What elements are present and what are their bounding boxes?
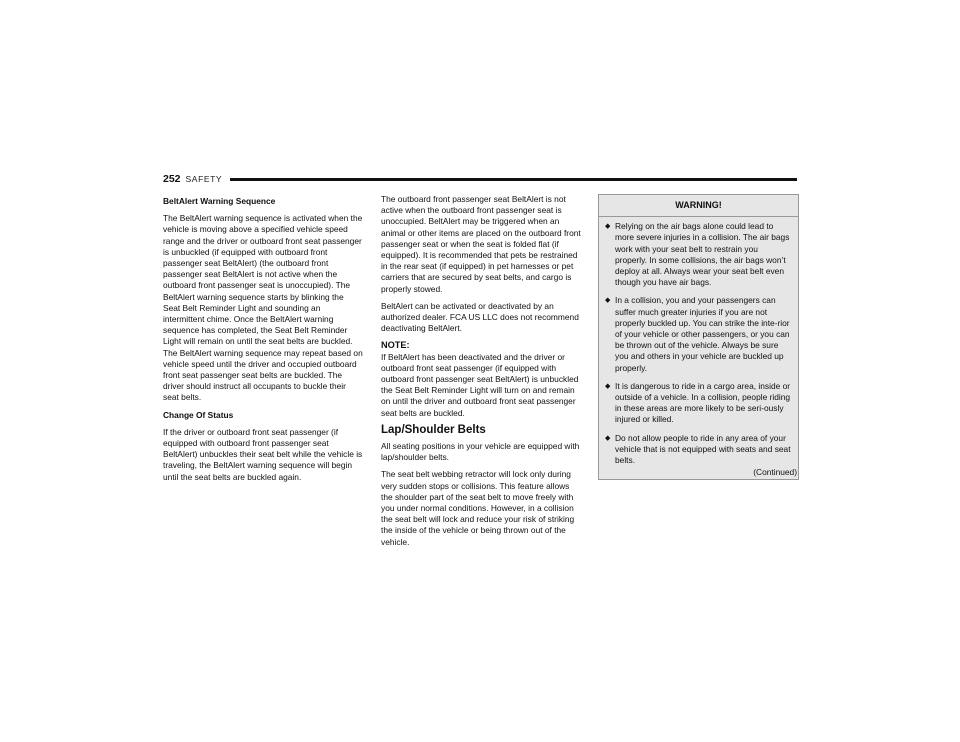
- paragraph: All seating positions in your vehicle are equipped with lap/shoulder belts.: [381, 441, 580, 463]
- heading-beltalert-sequence: BeltAlert Warning Sequence: [163, 196, 276, 206]
- paragraph: BeltAlert can be activated or deactivated by an authorized dealer. FCA US LLC does not recommend deactivating BeltAlert.: [381, 300, 579, 334]
- heading-lap-shoulder-belts: Lap/Shoulder Belts: [381, 423, 486, 436]
- continued-label: (Continued): [753, 467, 797, 477]
- column-left: [163, 194, 363, 489]
- diamond-bullet-icon: ◆: [605, 297, 611, 305]
- diamond-bullet-icon: ◆: [605, 223, 611, 231]
- warning-text: Relying on the air bags alone could lead to more severe injuries in a collision. The air bags work with your seat belt to restrain you properly. In some collisions, the air bags won’t deploy at all. Always wear your seat belt even though you have air bags.: [615, 221, 790, 288]
- warning-box: [598, 194, 799, 480]
- paragraph: If the driver or outboard front seat passenger (if equipped with outboard front passenger seat BeltAlert) unbuckles their seat belt while the vehicle is traveling, the BeltAlert warning sequence will begin until the seat belts are buckled again.: [163, 426, 363, 482]
- list-item: [605, 295, 792, 373]
- list-item: [605, 381, 792, 426]
- warning-text: In a collision, you and your passengers can suffer much greater injuries if you are not properly buckled up. You can strike the inte-rior of your vehicle or other passengers, or you can be thrown out of the vehicle. Always be sure you and others in your vehicle are buckled up properly.: [615, 295, 790, 373]
- warning-text: Do not allow people to ride in any area of your vehicle that is not equipped with seats and seat belts.: [615, 432, 791, 466]
- diamond-bullet-icon: ◆: [605, 434, 611, 442]
- heading-change-of-status: Change Of Status: [163, 409, 234, 420]
- paragraph: The BeltAlert warning sequence is activated when the vehicle is moving above a specified vehicle speed range and the driver or outboard front seat passenger is unbuckled (if equipped with outboard front passenger seat BeltAlert) (the outboard front passenger seat BeltAlert is not active when the outboard front passenger seat is unoccupied). The BeltAlert warning sequence starts by blinking the Seat Belt Reminder Light and sounding an intermittent chime. Once the BeltAlert warning sequence has completed, the Seat Belt Reminder Light will remain on until the seat belts are buckled. The BeltAlert warning sequence may repeat based on vehicle speed until the driver and occupied outboard front seat passenger seat belts are buckled. The driver should instruct all occupants to buckle their seat belts.: [163, 213, 363, 403]
- column-middle: [381, 194, 581, 554]
- note-body: If BeltAlert has been deactivated and the driver or outboard front seat passenger (if equipped with outboard front passenger seat BeltAlert) is unbuckled the Seat Belt Reminder Light will turn on and remain on until the driver and outboard front seat passenger seat belts are buckled.: [381, 351, 579, 418]
- warning-text: It is dangerous to ride in a cargo area, inside or outside of a vehicle. In a collision, people riding in these areas are more likely to be seri-ously injured or killed.: [615, 380, 791, 425]
- diamond-bullet-icon: ◆: [605, 382, 611, 390]
- list-item: [605, 221, 792, 288]
- paragraph: The seat belt webbing retractor will lock only during very sudden stops or collisions. This feature allows the shoulder part of the seat belt to move freely with you under normal conditions. However, in a collision the seat belt will lock and reduce your risk of striking the inside of the vehicle or being thrown out of the vehicle.: [381, 469, 575, 547]
- section-title: SAFETY: [185, 174, 223, 184]
- page-header: [163, 172, 797, 186]
- header-rule: [230, 178, 797, 181]
- warning-title: WARNING!: [599, 195, 798, 217]
- paragraph: The outboard front passenger seat BeltAlert is not active when the outboard front passenger seat is unoccupied. BeltAlert may be triggered when an animal or other items are placed on the outboard front passenger seat or when the seat is folded flat (if equipped). It is recommended that pets be restrained in the rear seat (if equipped) in pet harnesses or pet carriers that are secured by seat belts, and cargo is properly stowed.: [381, 194, 581, 294]
- warning-list: [599, 217, 798, 479]
- list-item: [605, 433, 792, 467]
- note-title: NOTE:: [381, 340, 410, 351]
- page-number: 252: [163, 173, 181, 185]
